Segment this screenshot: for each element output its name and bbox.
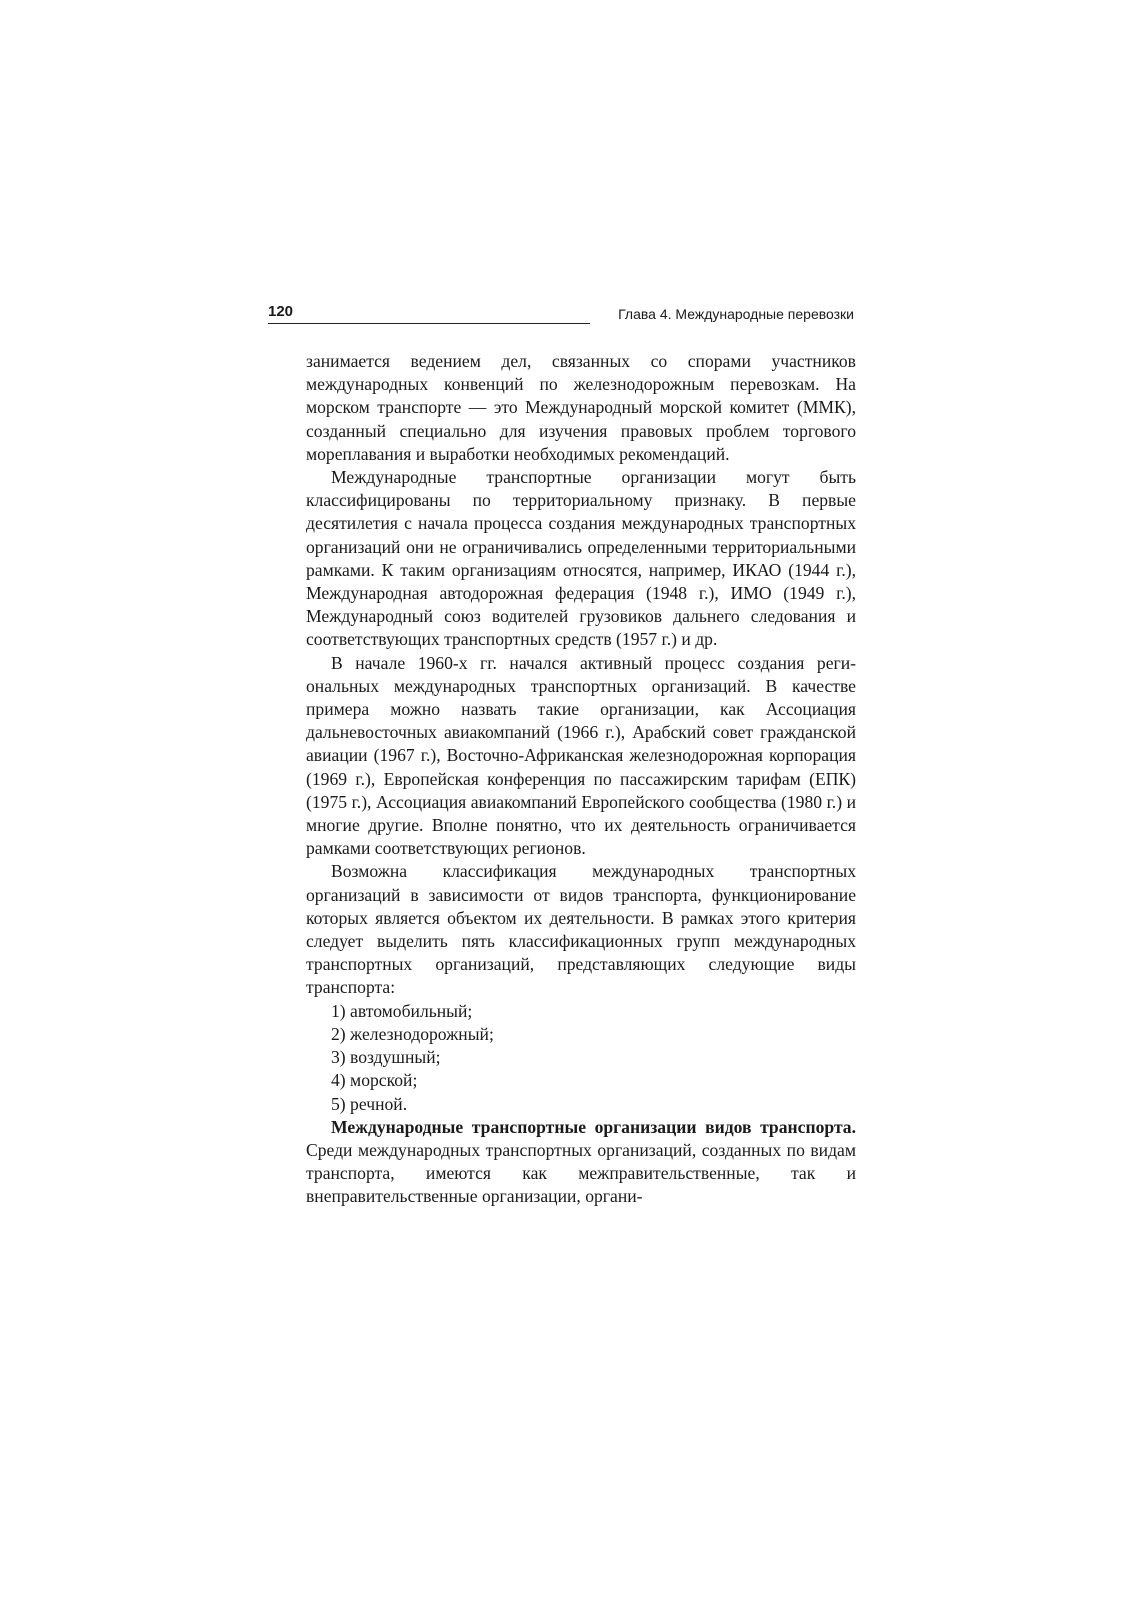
list-item: 3) воздушный; — [331, 1047, 441, 1068]
header-rule — [268, 323, 590, 324]
paragraph: Возможна классификация международных транспортных организаций в зависимости от видов транспорта, функционирование которых является объектом их деятельности. В рамках этого критерия следует выделить пять классификационных групп международных транспортных организаций, представляющих следующие виды транспорта: — [306, 861, 856, 998]
list-item: 5) речной. — [331, 1093, 408, 1114]
chapter-title: Глава 4. Международные перевозки — [618, 306, 854, 322]
section-subhead: Международные транспортные организации видов транспорта. — [331, 1116, 856, 1137]
paragraph-continuation: Среди международных транспортных организаций, созданных по видам транспорта, имеются как межправительственные, так и внеправительственные организации, органи- — [306, 1139, 856, 1207]
paragraph: занимается ведением дел, связанных со спорами участников международных конвенций по железнодорожным перевозкам. На морском транспорте — это Международный морской комитет (ММК), созданный специально для изучения правовых проблем торгового мореплавания и выработки необходимых рекомендаций. — [306, 351, 856, 464]
list-item: 2) железнодорожный; — [331, 1023, 494, 1044]
transport-types-list — [306, 1000, 856, 1116]
list-item: 1) автомобильный; — [331, 1000, 473, 1021]
running-head — [268, 304, 854, 326]
paragraph: Международные транспортные организации могут быть классифицированы по территориальному признаку. В первые десятилетия с начала процесса создания международных транспортных организаций они не ограничивались определенными территориальными рамками. К таким организациям относятся, например, ИКАО (1944 г.), Международная автодорожная федерация (1948 г.), ИМО (1949 г.), Международный союз водителей грузовиков дальнего следования и соответствующих транспортных средств (1957 г.) и др. — [306, 467, 856, 650]
page-number: 120 — [268, 303, 294, 320]
paragraph — [306, 1116, 856, 1209]
paragraph: В начале 1960-х гг. начался активный процесс создания региональных международных транспортных организаций. В качестве примера можно назвать такие организации, как Ассоциация дальневосточных авиакомпаний (1966 г.), Арабский совет гражданской авиации (1967 г.), Восточно-Африканская железнодорожная корпорация (1969 г.), Европейская конференция по пассажирским тарифам (ЕПК) (1975 г.), Ассоциация авиакомпаний Европейского сообщества (1980 г.) и многие другие. Вполне понятно, что их деятельность ограничивается рамками соответствующих регионов. — [306, 652, 856, 859]
body-text — [306, 350, 856, 1209]
list-item: 4) морской; — [331, 1070, 418, 1091]
